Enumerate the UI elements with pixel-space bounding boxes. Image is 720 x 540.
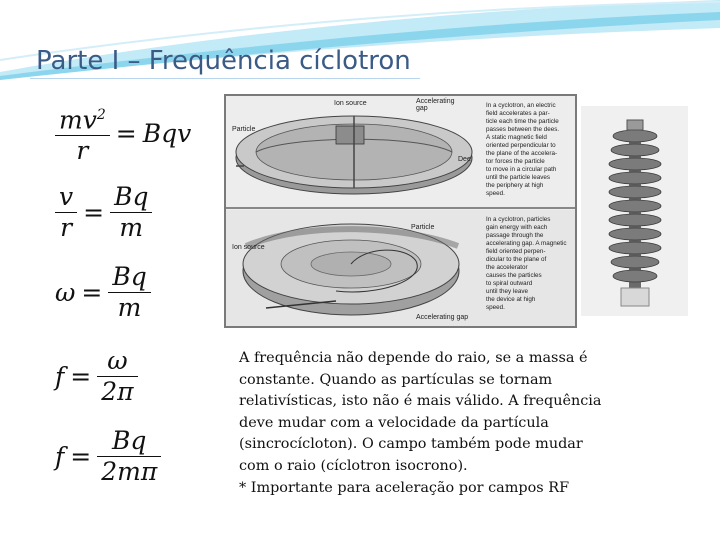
eq5-equals: =	[70, 442, 92, 471]
eq5-lhs: f	[55, 442, 65, 471]
eq1-numerator: mv	[59, 105, 97, 135]
text-line: relativísticas, isto não é mais válido. A frequência	[239, 393, 602, 410]
eq4-rhs-numerator: ω	[97, 346, 137, 377]
eq1-exponent: 2	[96, 107, 106, 123]
equation-frequency-omega	[55, 346, 138, 407]
eq2-rhs-denominator: m	[119, 213, 144, 242]
eq5-rhs-numerator: Bq	[97, 426, 161, 457]
eq3-rhs-denominator: m	[117, 293, 142, 322]
eq5-rhs-denominator: 2mπ	[101, 457, 158, 486]
eq3-rhs-numerator: Bq	[108, 262, 150, 293]
slide-title: Parte I – Frequência cíclotron	[36, 46, 411, 76]
label-accelerating-gap-bottom: Accelerating gap	[416, 314, 469, 321]
cyclotron-diagram	[224, 94, 577, 328]
eq3-equals: =	[81, 278, 103, 307]
explanation-text	[239, 348, 679, 499]
label-accelerating-gap: Accelerating gap	[416, 98, 455, 112]
title-underline	[30, 78, 420, 79]
diagram-caption-top: In a cyclotron, an electric field accelerates a par- ticle each time the particle passes between the dees. A static magnetic field oriented perpendicular to the plane of the accelera- tor forces the particle to move in a circular path until the particle leaves the periphery at high speed.	[486, 102, 560, 197]
helical-rod-illustration	[581, 106, 688, 316]
equation-force-balance	[55, 100, 191, 166]
eq2-lhs-denominator: r	[60, 213, 73, 242]
eq4-equals: =	[70, 362, 92, 391]
text-line: constante. Quando as partículas se tornam	[239, 371, 553, 388]
equation-angular-frequency	[55, 262, 151, 323]
eq1-rhs: Bqv	[142, 118, 192, 148]
eq1-denominator: r	[76, 136, 89, 166]
eq2-lhs-numerator: v	[55, 182, 77, 213]
label-dee: Dee	[458, 156, 471, 163]
text-line: com o raio (cíclotron isocrono).	[239, 457, 468, 474]
label-ion-source-bottom: Ion source	[232, 244, 265, 251]
label-ion-source-top: Ion source	[334, 100, 367, 107]
eq4-lhs: f	[55, 362, 65, 391]
eq2-rhs-numerator: Bq	[110, 182, 152, 213]
text-line: A frequência não depende do raio, se a massa é	[239, 350, 588, 366]
text-line: deve mudar com a velocidade da partícula	[239, 414, 549, 431]
text-line: * Importante para aceleração por campos RF	[239, 479, 570, 496]
eq3-lhs: ω	[55, 278, 76, 307]
diagram-caption-bottom: In a cyclotron, particles gain energy with each passage through the accelerating gap. A magnetic field oriented perpen- dicular to the plane of the accelerator causes the particles to spiral outward until they leave the device at high speed.	[486, 216, 567, 311]
equation-velocity-ratio	[55, 182, 152, 243]
eq1-equals: =	[115, 118, 137, 148]
label-particle-bottom: Particle	[411, 224, 435, 231]
equation-frequency-bq	[55, 426, 161, 487]
eq2-equals: =	[83, 198, 105, 227]
text-line: (sincrocícloton). O campo também pode mudar	[239, 436, 583, 453]
label-particle-top: Particle	[232, 126, 256, 133]
helical-rod-photo	[581, 106, 688, 316]
eq4-rhs-denominator: 2π	[101, 377, 134, 406]
